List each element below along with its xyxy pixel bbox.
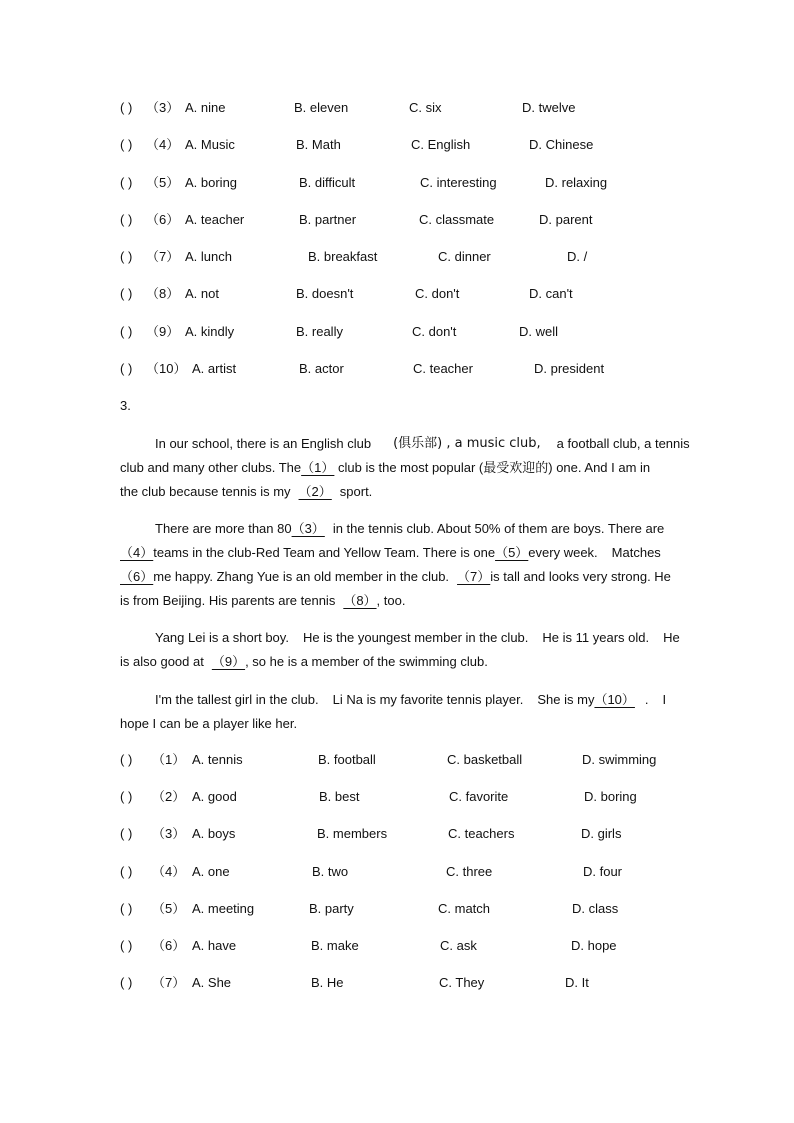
option-a: A. teacher (185, 212, 245, 227)
passage-text: club is the most popular ( (338, 460, 484, 475)
option-c: C. dinner (438, 249, 491, 264)
blank-10[interactable]: （10） (594, 692, 635, 707)
question-number: （6） (146, 212, 180, 227)
option-b: B. football (318, 752, 376, 767)
passage-line (120, 589, 674, 613)
passage-text: (俱乐部) , a music club, (393, 436, 541, 451)
question-number: （3） (146, 100, 180, 115)
option-d: D. It (565, 975, 589, 990)
blank-7[interactable]: （7） (457, 569, 491, 584)
option-a: A. Music (185, 137, 235, 152)
option-b: B. really (296, 324, 343, 339)
passage-text: He is 11 years old. (542, 630, 650, 645)
option-a: A. She (192, 975, 232, 990)
question-row (0, 787, 794, 807)
answer-bracket[interactable]: ( ) (120, 826, 133, 841)
passage-line (120, 688, 674, 712)
option-b: B. two (312, 864, 349, 879)
passage-text: There are more than 80 (155, 521, 292, 536)
passage-paragraph-2 (120, 517, 674, 613)
option-a: A. have (192, 938, 237, 953)
question-row (0, 899, 794, 919)
option-a: A. lunch (185, 249, 232, 264)
question-row (0, 210, 794, 230)
passage-text: Li Na is my favorite tennis player. (332, 692, 524, 707)
option-d: D. can't (529, 286, 573, 301)
option-c: C. basketball (447, 752, 523, 767)
option-b: B. Math (296, 137, 341, 152)
passage-line (120, 712, 674, 736)
passage-text: teams in the club-Red Team and Yellow Team. There is one (153, 545, 496, 560)
question-number: （6） (152, 938, 186, 953)
option-d: D. class (572, 901, 619, 916)
question-row (0, 135, 794, 155)
question-row (0, 359, 794, 379)
passage-text: sport. (339, 484, 373, 499)
question-row (0, 936, 794, 956)
answer-bracket[interactable]: ( ) (120, 212, 133, 227)
option-d: D. president (534, 361, 605, 376)
option-a: A. boys (192, 826, 236, 841)
passage-text: She is my (537, 692, 595, 707)
passage-text: He is the youngest member in the club. (302, 630, 529, 645)
question-row (0, 98, 794, 118)
option-d: D. hope (571, 938, 617, 953)
passage-text: I'm the tallest girl in the club. (155, 692, 319, 707)
passage-line (120, 432, 690, 456)
option-c: C. don't (415, 286, 460, 301)
question-number: （9） (146, 324, 180, 339)
question-number: （7） (152, 975, 186, 990)
option-b: B. He (311, 975, 344, 990)
option-d: D. girls (581, 826, 622, 841)
answer-bracket[interactable]: ( ) (120, 175, 133, 190)
passage-text: , too. (376, 593, 406, 608)
passage-text: I (662, 692, 667, 707)
option-c: C. classmate (419, 212, 495, 227)
blank-9[interactable]: （9） (211, 654, 246, 669)
blank-3[interactable]: （3） (291, 521, 325, 536)
option-c: C. ask (440, 938, 477, 953)
answer-bracket[interactable]: ( ) (120, 864, 133, 879)
option-a: A. tennis (192, 752, 243, 767)
passage-text: Yang Lei is a short boy. (155, 630, 289, 645)
option-b: B. members (317, 826, 388, 841)
answer-bracket[interactable]: ( ) (120, 752, 133, 767)
answer-bracket[interactable]: ( ) (120, 249, 133, 264)
question-number: （10） (146, 361, 187, 376)
passage-text: 最受欢迎的 (483, 461, 549, 476)
option-d: D. four (583, 864, 623, 879)
passage-line (120, 456, 674, 480)
blank-2[interactable]: （2） (298, 484, 332, 499)
passage-line (120, 626, 680, 650)
option-c: C. teachers (448, 826, 515, 841)
passage-text: every week. (528, 545, 598, 560)
option-a: A. kindly (185, 324, 235, 339)
question-number: （2） (152, 789, 186, 804)
option-c: C. teacher (413, 361, 473, 376)
passage-text: is tall and looks very strong. He (490, 569, 671, 584)
option-c: C. three (446, 864, 493, 879)
passage-line (120, 650, 674, 674)
answer-bracket[interactable]: ( ) (120, 324, 133, 339)
option-b: B. partner (299, 212, 357, 227)
question-row (0, 247, 794, 267)
blank-1[interactable]: （1） (301, 460, 335, 475)
question-row (0, 284, 794, 304)
passage-text: In our school, there is an English club (155, 436, 372, 451)
passage-text: , so he is a member of the swimming club. (245, 654, 488, 669)
blank-6[interactable]: （6） (120, 569, 154, 584)
answer-bracket[interactable]: ( ) (120, 938, 133, 953)
question-number: （4） (146, 137, 180, 152)
answer-bracket[interactable]: ( ) (120, 789, 133, 804)
question-row (0, 173, 794, 193)
blank-5[interactable]: （5） (495, 545, 529, 560)
option-b: B. eleven (294, 100, 349, 115)
option-d: D. twelve (522, 100, 576, 115)
passage-text: is from Beijing. His parents are tennis (120, 593, 336, 608)
option-b: B. doesn't (296, 286, 354, 301)
question-row (0, 862, 794, 882)
option-c: C. match (438, 901, 491, 916)
option-a: A. not (185, 286, 219, 301)
question-number: （7） (146, 249, 180, 264)
question-number: （5） (146, 175, 180, 190)
option-d: D. boring (584, 789, 637, 804)
option-a: A. artist (192, 361, 237, 376)
option-a: A. good (192, 789, 237, 804)
question-number: （3） (152, 826, 186, 841)
passage-text: . (644, 692, 649, 707)
option-a: A. meeting (192, 901, 255, 916)
answer-bracket[interactable]: ( ) (120, 361, 133, 376)
answer-bracket[interactable]: ( ) (120, 975, 133, 990)
option-c: C. six (409, 100, 442, 115)
option-c: C. English (411, 137, 471, 152)
blank-8[interactable]: （8） (343, 593, 377, 608)
option-b: B. best (319, 789, 360, 804)
answer-bracket[interactable]: ( ) (120, 100, 133, 115)
option-d: D. / (567, 249, 588, 264)
answer-bracket[interactable]: ( ) (120, 137, 133, 152)
passage-paragraph-1 (120, 432, 690, 504)
passage-paragraph-4 (120, 688, 674, 736)
answer-bracket[interactable]: ( ) (120, 286, 133, 301)
passage-text: ) one. And I am in (548, 460, 651, 475)
option-a: A. nine (185, 100, 226, 115)
option-b: B. breakfast (308, 249, 378, 264)
option-b: B. make (311, 938, 359, 953)
passage-text: the club because tennis is my (120, 484, 291, 499)
option-b: B. actor (299, 361, 344, 376)
question-row (0, 322, 794, 342)
passage-text: hope I can be a player like her. (120, 716, 298, 731)
option-c: C. don't (412, 324, 457, 339)
answer-bracket[interactable]: ( ) (120, 901, 133, 916)
blank-4[interactable]: （4） (120, 545, 154, 560)
option-d: D. swimming (582, 752, 657, 767)
passage-line (120, 480, 674, 504)
passage-line (120, 541, 674, 565)
question-row (0, 750, 794, 770)
option-c: C. They (439, 975, 485, 990)
question-number: （4） (152, 864, 186, 879)
option-b: B. difficult (299, 175, 356, 190)
option-d: D. well (519, 324, 559, 339)
passage-paragraph-3 (120, 626, 680, 674)
option-c: C. favorite (449, 789, 509, 804)
option-d: D. relaxing (545, 175, 608, 190)
passage-text: in the tennis club. About 50% of them are boys. There are (332, 521, 665, 536)
passage-line (120, 565, 674, 589)
option-b: B. party (309, 901, 354, 916)
question-number: （5） (152, 901, 186, 916)
section-heading (0, 396, 794, 416)
option-c: C. interesting (420, 175, 497, 190)
question-number: （1） (152, 752, 186, 767)
passage-text: Matches (611, 545, 661, 560)
option-a: A. boring (185, 175, 238, 190)
option-d: D. Chinese (529, 137, 594, 152)
passage-line (120, 517, 674, 541)
passage-text: club and many other clubs. The (120, 460, 302, 475)
option-a: A. one (192, 864, 230, 879)
question-number: （8） (146, 286, 180, 301)
option-d: D. parent (539, 212, 593, 227)
passage-text: is also good at (120, 654, 204, 669)
question-row (0, 824, 794, 844)
passage-text: me happy. Zhang Yue is an old member in the club. (153, 569, 450, 584)
section-number: 3. (120, 398, 131, 413)
passage-text: a football club, a tennis (556, 436, 690, 451)
passage-text: He (663, 630, 680, 645)
question-row (0, 973, 794, 993)
